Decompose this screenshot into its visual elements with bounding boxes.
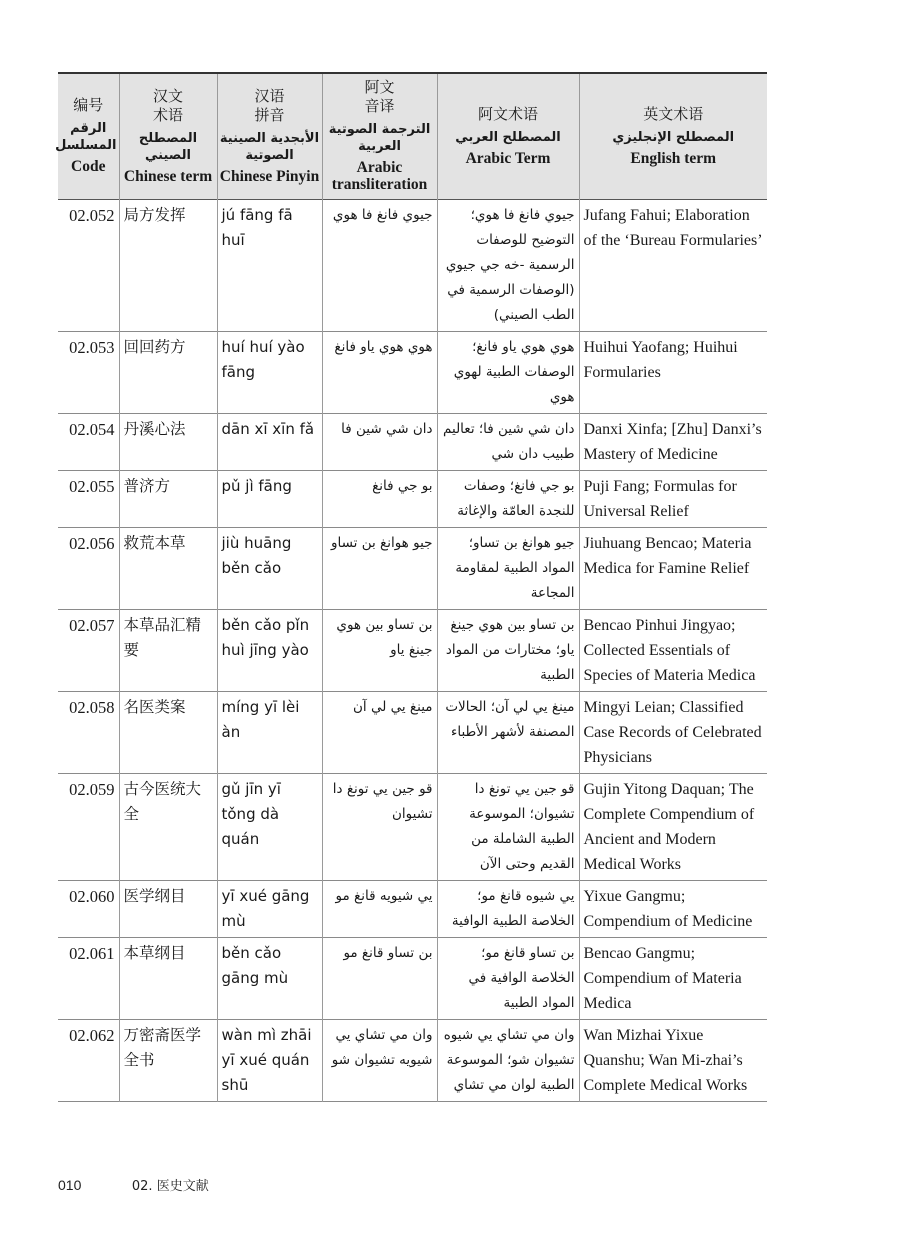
header-label-zh: 阿文术语	[477, 104, 538, 123]
code-cell: 02.060	[69, 887, 115, 906]
table-body	[58, 200, 767, 1102]
transliteration-cell: جيوي فانغ فا هوي	[322, 200, 437, 332]
transliteration-cell: جيو هوانغ بن تساو	[322, 528, 437, 610]
chinese-term-cell: 救荒本草	[119, 528, 217, 610]
table-row	[58, 692, 767, 774]
arabic-term-cell: قو جين يي تونغ دا تشيوان؛ الموسوعة الطبية الشاملة من القديم وحتى الآن	[437, 774, 579, 881]
chinese-term-cell: 万密斋医学全书	[119, 1020, 217, 1102]
chinese-term-cell: 普济方	[119, 471, 217, 528]
english-term-cell: Mingyi Leian; Classified Case Records of Celebrated Physicians	[579, 692, 767, 774]
pinyin-cell: běn cǎo gāng mù	[217, 938, 322, 1020]
header-label-en: English term	[630, 149, 717, 167]
english-term-cell: Bencao Pinhui Jingyao; Collected Essentials of Species of Materia Medica	[579, 610, 767, 692]
header-label-zh: 汉文 术语	[152, 86, 183, 124]
arabic-term-cell: بن تساو بين هوي جينغ ياو؛ مختارات من المواد الطبية	[437, 610, 579, 692]
transliteration-cell: هوي هوي ياو فانغ	[322, 332, 437, 414]
header-label-en: Code	[71, 158, 106, 175]
arabic-term-cell: جيوي فانغ فا هوي؛ التوضيح للوصفات الرسمية -خه جي جيوي (الوصفات الرسمية في الطب الصيني)	[437, 200, 579, 332]
transliteration-cell: يي شيويه قانغ مو	[322, 881, 437, 938]
page-number: 010	[58, 1177, 82, 1193]
code-cell: 02.052	[69, 206, 115, 225]
arabic-term-cell: وان مي تشاي يي شيوه تشيوان شو؛ الموسوعة الطبية لوان مي تشاي	[437, 1020, 579, 1102]
arabic-term-cell: مينغ يي لي آن؛ الحالات المصنفة لأشهر الأطباء	[437, 692, 579, 774]
pinyin-cell: dān xī xīn fǎ	[217, 414, 322, 471]
header-english-term	[579, 73, 767, 200]
pinyin-cell: huí huí yào fāng	[217, 332, 322, 414]
code-cell: 02.056	[69, 534, 115, 553]
header-label-zh: 汉语 拼音	[254, 86, 285, 124]
pinyin-cell: jiù huāng běn cǎo	[217, 528, 322, 610]
table-row	[58, 414, 767, 471]
pinyin-cell: míng yī lèi àn	[217, 692, 322, 774]
chinese-term-cell: 医学纲目	[119, 881, 217, 938]
transliteration-cell: وان مي تشاي يي شيويه تشيوان شو	[322, 1020, 437, 1102]
code-cell: 02.053	[69, 338, 115, 357]
english-term-cell: Yixue Gangmu; Compendium of Medicine	[579, 881, 767, 938]
pinyin-cell: pǔ jì fāng	[217, 471, 322, 528]
transliteration-cell: مينغ يي لي آن	[322, 692, 437, 774]
code-cell: 02.057	[69, 616, 115, 635]
chinese-term-cell: 古今医统大全	[119, 774, 217, 881]
code-cell: 02.061	[69, 944, 115, 963]
page-footer	[58, 1175, 209, 1194]
table-row	[58, 938, 767, 1020]
chinese-term-cell: 丹溪心法	[119, 414, 217, 471]
transliteration-cell: قو جين يي تونغ دا تشيوان	[322, 774, 437, 881]
chinese-term-cell: 回回药方	[119, 332, 217, 414]
header-arabic-term	[437, 73, 579, 200]
code-cell: 02.054	[69, 420, 115, 439]
table-row	[58, 471, 767, 528]
pinyin-cell: běn cǎo pǐn huì jīng yào	[217, 610, 322, 692]
english-term-cell: Puji Fang; Formulas for Universal Relief	[579, 471, 767, 528]
english-term-cell: Wan Mizhai Yixue Quanshu; Wan Mi-zhai’s Complete Medical Works	[579, 1020, 767, 1102]
code-cell: 02.059	[69, 780, 115, 799]
header-label-zh: 英文术语	[643, 104, 704, 123]
header-label-en: Arabic Term	[465, 149, 551, 167]
arabic-term-cell: دان شي شين فا؛ تعاليم طبيب دان شي	[437, 414, 579, 471]
english-term-cell: Jufang Fahui; Elaboration of the ‘Bureau Formularies’	[579, 200, 767, 332]
section-title: 02. 医史文献	[131, 1179, 209, 1194]
pinyin-cell: wàn mì zhāi yī xué quán shū	[217, 1020, 322, 1102]
english-term-cell: Huihui Yaofang; Huihui Formularies	[579, 332, 767, 414]
header-label-en: Arabic transliteration	[331, 159, 428, 193]
table-header	[55, 73, 767, 200]
table-row	[58, 1020, 767, 1102]
arabic-term-cell: يي شيوه قانغ مو؛ الخلاصة الطبية الوافية	[437, 881, 579, 938]
arabic-term-cell: بو جي فانغ؛ وصفات للنجدة العامّة والإغاثة	[437, 471, 579, 528]
transliteration-cell: بو جي فانغ	[322, 471, 437, 528]
arabic-term-cell: جيو هوانغ بن تساو؛ المواد الطبية لمقاومة المجاعة	[437, 528, 579, 610]
chinese-term-cell: 名医类案	[119, 692, 217, 774]
table-row	[58, 881, 767, 938]
header-chinese-pinyin	[217, 73, 322, 200]
header-label-ar: الأبجدية الصينية الصوتية	[219, 130, 320, 163]
table-row	[58, 610, 767, 692]
table-row	[58, 774, 767, 881]
header-label-ar: الرقم المسلسل	[55, 121, 117, 153]
english-term-cell: Jiuhuang Bencao; Materia Medica for Famine Relief	[579, 528, 767, 610]
header-code	[55, 73, 119, 200]
header-arabic-transliteration	[322, 73, 437, 200]
chinese-term-cell: 本草纲目	[119, 938, 217, 1020]
table-row	[58, 200, 767, 332]
transliteration-cell: دان شي شين فا	[322, 414, 437, 471]
chinese-term-cell: 局方发挥	[119, 200, 217, 332]
header-label-en: Chinese Pinyin	[219, 167, 320, 185]
code-cell: 02.062	[69, 1026, 115, 1045]
header-label-ar: الترجمة الصوتية العربية	[328, 122, 431, 154]
code-cell: 02.058	[69, 698, 115, 717]
arabic-term-cell: بن تساو قانغ مو؛ الخلاصة الوافية في المواد الطبية	[437, 938, 579, 1020]
arabic-term-cell: هوي هوي ياو فانغ؛ الوصفات الطبية لهوي هوي	[437, 332, 579, 414]
transliteration-cell: بن تساو بين هوي جينغ ياو	[322, 610, 437, 692]
code-cell: 02.055	[69, 477, 115, 496]
header-label-zh: 编号	[73, 96, 104, 114]
table-row	[58, 332, 767, 414]
pinyin-cell: jú fāng fā huī	[217, 200, 322, 332]
terminology-table	[55, 72, 767, 1102]
english-term-cell: Gujin Yitong Daquan; The Complete Compendium of Ancient and Modern Medical Works	[579, 774, 767, 881]
english-term-cell: Bencao Gangmu; Compendium of Materia Medica	[579, 938, 767, 1020]
header-label-ar: المصطلح الإنجليزي	[612, 129, 735, 145]
header-label-en: Chinese term	[123, 167, 213, 185]
header-chinese-term	[119, 73, 217, 200]
pinyin-cell: gǔ jīn yī tǒng dà quán	[217, 774, 322, 881]
header-label-ar: المصطلح الصيني	[138, 130, 198, 163]
chinese-term-cell: 本草品汇精要	[119, 610, 217, 692]
table-row	[58, 528, 767, 610]
transliteration-cell: بن تساو قانغ مو	[322, 938, 437, 1020]
header-label-zh: 阿文 音译	[364, 78, 395, 115]
english-term-cell: Danxi Xinfa; [Zhu] Danxi’s Mastery of Medicine	[579, 414, 767, 471]
header-label-ar: المصطلح العربي	[455, 129, 561, 145]
pinyin-cell: yī xué gāng mù	[217, 881, 322, 938]
